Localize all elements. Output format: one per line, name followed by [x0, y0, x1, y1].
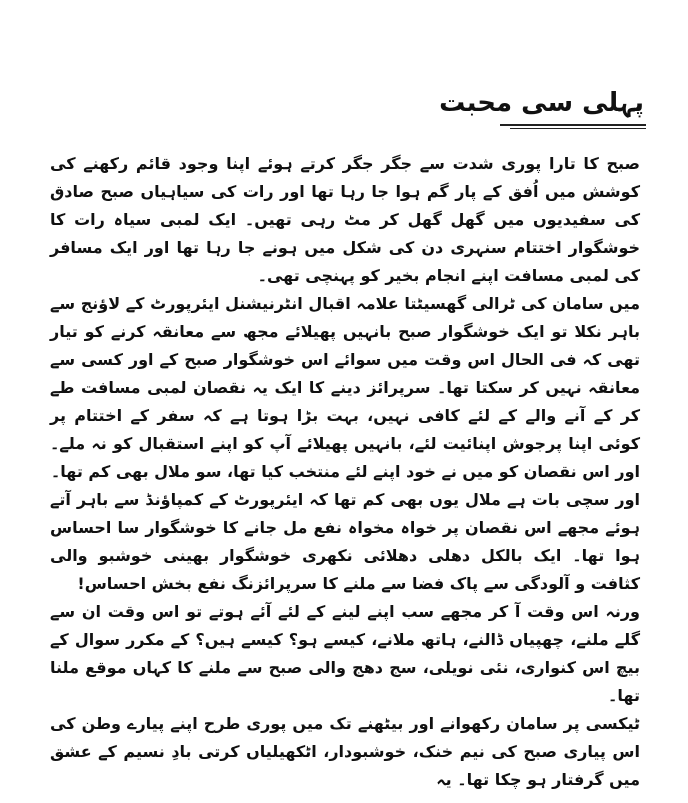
title-block — [439, 88, 648, 138]
paragraph: اور سچی بات ہے ملال یوں بھی کم تھا کہ ایئرپورٹ کے کمپاؤنڈ سے باہر آتے ہوئے مجھے اس نقصان پر خواہ مخواہ نفع مل جانے کا خوشگوار سا احساس ہوا تھا۔ ایک بالکل دھلی دھلائی نکھری خوشگوار بھینی خوشبو والی کثافت و آلودگی سے پاک فضا سے ملنے کا سرپرائزنگ نفع بخش احساس! — [50, 490, 640, 593]
paragraph: ورنہ اس وقت آ کر مجھے سب اپنے لینے کے لئے آئے ہوتے تو اس وقت ان سے گلے ملنے، چھپیاں ڈالنے، ہاتھ ملانے، کیسے ہو؟ کیسے ہیں؟ کے مکرر سوال کے بیچ اس کنواری، نئی نویلی، سج دھج والی صبح سے ملنے کا کہاں موقع ملنا تھا۔ — [50, 602, 641, 705]
paragraph: ٹیکسی پر سامان رکھوانے اور بیٹھنے تک میں پوری طرح اپنے پیارے وطن کی اس پیاری صبح کی نیم خنک، خوشبودار، اٹکھیلیاں کرتی بادِ نسیم کے عشق میں گرفتار ہو چکا تھا۔ یہ — [50, 714, 640, 789]
title-underline-thin — [510, 128, 646, 129]
title-underline — [500, 124, 646, 126]
page-title: پہلی سی محبت — [439, 88, 644, 118]
paragraph: میں سامان کی ٹرالی گھسیٹتا علامہ اقبال انٹرنیشنل ایئرپورٹ کے لاؤنج سے باہر نکلا تو ایک خوشگوار صبح بانہیں پھیلائے مجھ سے معانقہ کرنے کو تیار تھی کہ فی الحال اس وقت میں سوائے اس خوشگوار صبح کے اور کسی سے معانقہ نہیں کر سکتا تھا۔ سرپرائز دینے کا ایک یہ نقصان لمبی مسافت طے کر کے آنے والے کے لئے کافی نہیں، بہت بڑا ہوتا ہے کہ سفر کے اختتام پر کوئی اپنا پرجوش اپنائیت لئے، بانہیں پھیلائے آپ کو اپنے استقبال کو نہ ملے۔ اور اس نقصان کو میں نے خود اپنے لئے منتخب کیا تھا، سو ملال بھی کم تھا۔ — [50, 294, 640, 481]
article-body — [50, 150, 640, 794]
paragraph: صبح کا تارا پوری شدت سے جگر جگر کرتے ہوئے اپنا وجود قائم رکھنے کی کوشش میں اُفق کے پار گم ہوا جا رہا تھا اور رات کی سیاہیاں صبح صادق کی سفیدیوں میں گھل گھل کر مٹ رہی تھیں۔ ایک لمبی سیاہ رات کا خوشگوار اختتام سنہری دن کی شکل میں ہونے جا رہا تھا اور ایک مسافر کی لمبی مسافت اپنے انجام بخیر کو پہنچی تھی۔ — [50, 154, 640, 285]
